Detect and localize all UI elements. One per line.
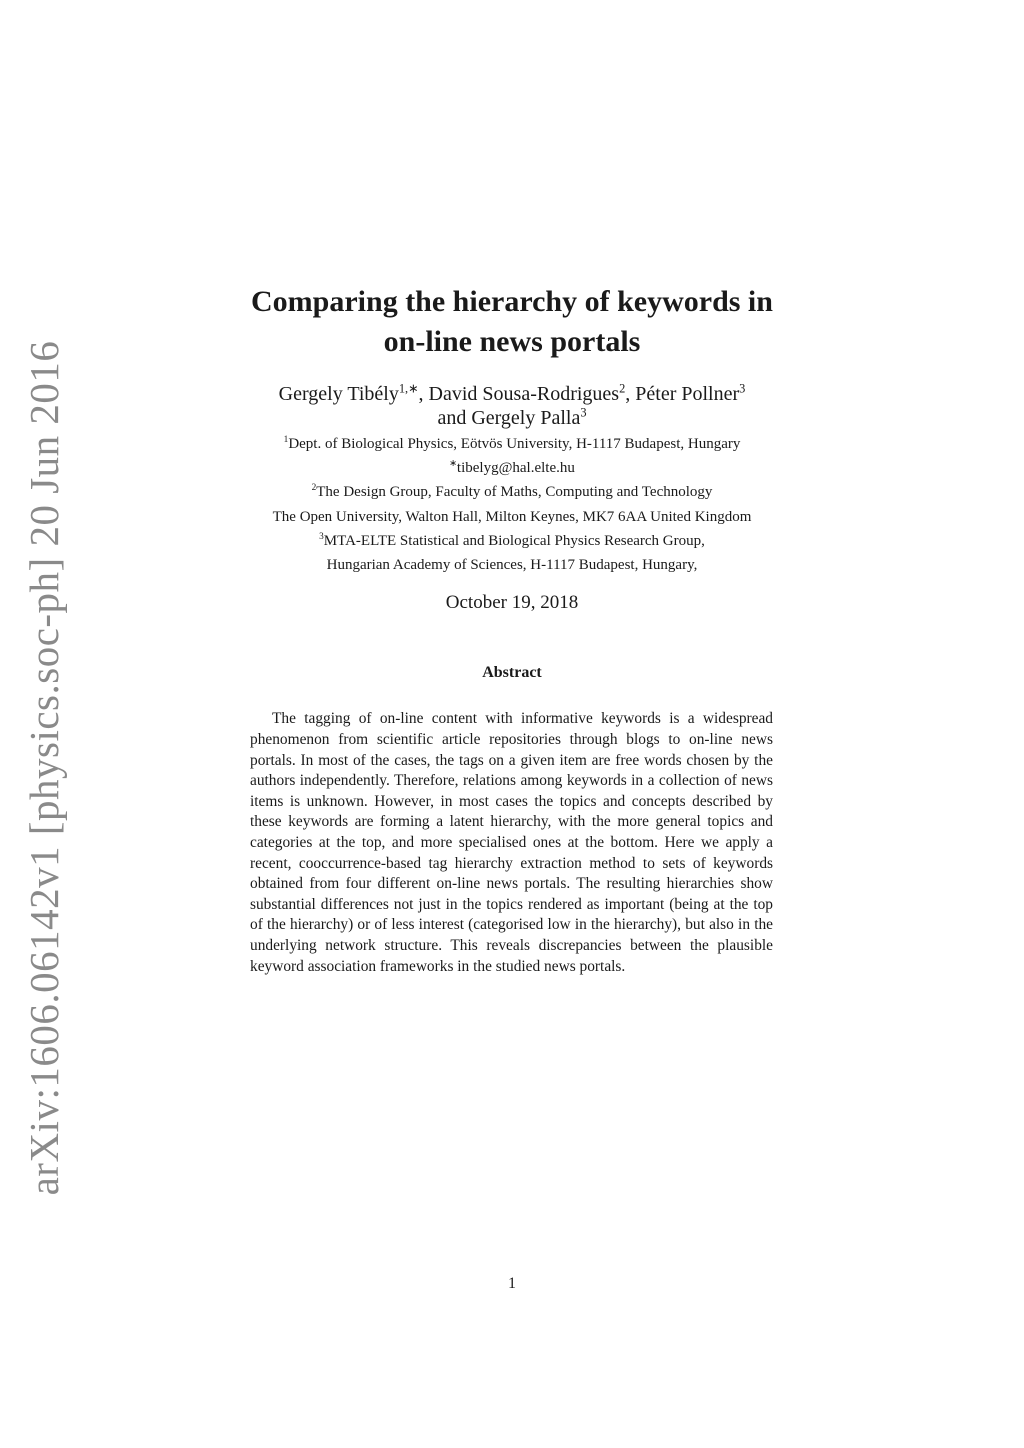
affil-text: Dept. of Biological Physics, Eötvös University, H-1117 Budapest, Hungary bbox=[288, 436, 741, 452]
author-line-2 bbox=[150, 406, 874, 430]
arxiv-stamp: arXiv:1606.06142v1 [physics.soc-ph] 20 Jun 2016 bbox=[21, 340, 67, 1196]
affiliation-2-line-1 bbox=[150, 480, 874, 504]
corresponding-email bbox=[150, 456, 874, 480]
affiliation-3-line-2: Hungarian Academy of Sciences, H-1117 Budapest, Hungary, bbox=[326, 557, 698, 573]
email-address: tibelyg@hal.elte.hu bbox=[456, 460, 575, 476]
page-number: 1 bbox=[508, 1275, 516, 1292]
author-name: , David Sousa-Rodrigues bbox=[418, 383, 620, 405]
author-name: , Péter Pollner bbox=[625, 383, 740, 405]
author-line-1 bbox=[150, 382, 874, 406]
abstract-body: The tagging of on-line content with informative keywords is a widespread phenomenon from scientific article repositories through blogs to on-line news portals. In most of the cases, the tags on a given item are free words chosen by the authors independently. Therefore, relations among keywords in a collection of news items is unknown. However, in most cases the topics and concepts described by these keywords are forming a latent hierarchy, with the more general topics and categories at the top, and more specialised ones at the bottom. Here we apply a recent, cooccurrence-based tag hierarchy extraction method to sets of keywords obtained from four different on-line news portals. The resulting hierarchies show substantial differences not just in the topics rendered as important (being at the top of the hierarchy) or of less interest (categorised low in the hierarchy), but also in the underlying network structure. This reveals discrepancies between the plausible keyword association frameworks in the studied news portals. bbox=[250, 710, 773, 975]
affil-marker: 1 bbox=[283, 435, 289, 445]
title-line-1: Comparing the hierarchy of keywords in bbox=[251, 285, 773, 318]
author-affil-marker: 2 bbox=[619, 381, 626, 396]
author-name: Gergely Tibély bbox=[278, 383, 399, 405]
paper-date: October 19, 2018 bbox=[445, 592, 579, 613]
author-affil-marker: 3 bbox=[739, 381, 746, 396]
paper-title bbox=[150, 282, 874, 362]
affiliation-3-line-1 bbox=[150, 529, 874, 553]
email-marker: ∗ bbox=[449, 459, 457, 469]
author-list bbox=[150, 382, 874, 430]
affiliation-1 bbox=[150, 432, 874, 456]
affil-text: MTA-ELTE Statistical and Biological Physics Research Group, bbox=[323, 533, 705, 549]
abstract-heading: Abstract bbox=[482, 664, 542, 681]
affiliation-2-line-2: The Open University, Walton Hall, Milton Keynes, MK7 6AA United Kingdom bbox=[272, 509, 752, 525]
title-line-2: on-line news portals bbox=[383, 325, 641, 358]
affil-marker: 2 bbox=[311, 483, 317, 493]
author-affil-marker: 1,∗ bbox=[398, 381, 419, 396]
author-name: and Gergely Palla bbox=[437, 407, 581, 429]
affil-text: The Design Group, Faculty of Maths, Computing and Technology bbox=[316, 484, 713, 500]
affil-marker: 3 bbox=[319, 532, 324, 542]
author-affil-marker: 3 bbox=[580, 405, 587, 420]
